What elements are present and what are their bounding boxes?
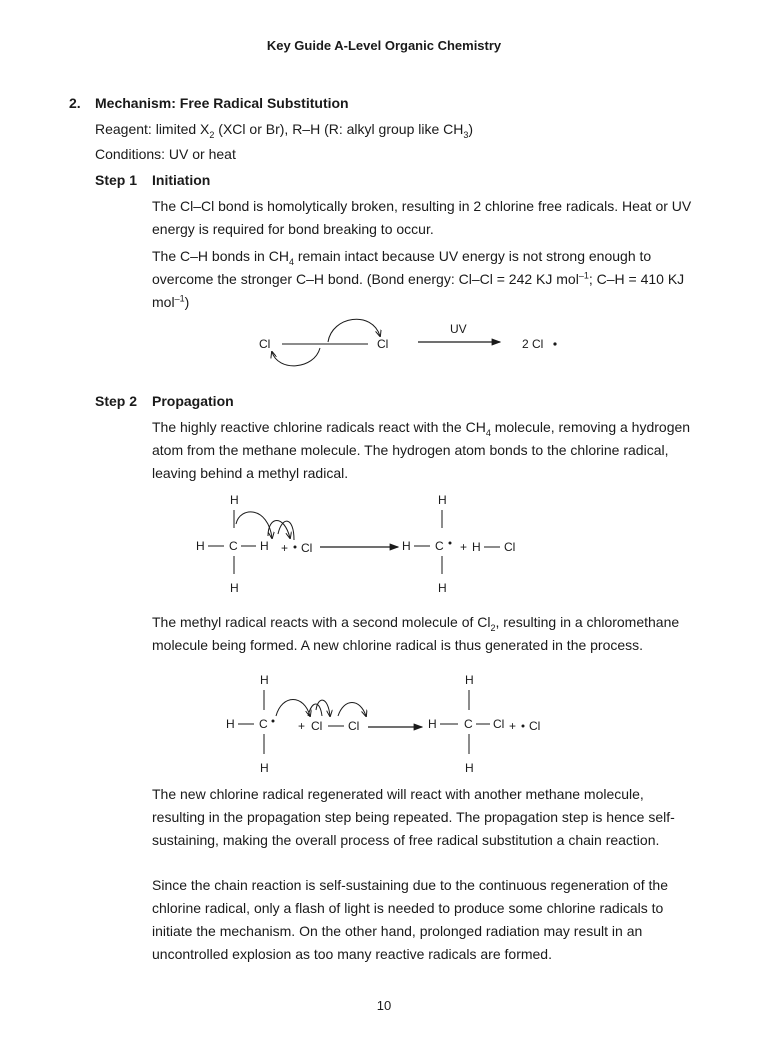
eq2-p-h-left: H bbox=[428, 717, 437, 731]
curved-arrow-1 bbox=[236, 512, 272, 538]
propagation-equation-1 bbox=[190, 488, 530, 600]
product-2cl: 2 Cl bbox=[522, 337, 544, 351]
eq1-p-plus: + bbox=[460, 540, 468, 554]
section-number: 2. bbox=[69, 95, 81, 111]
eq1-h-right: H bbox=[260, 539, 269, 553]
step2-label: Step 2 bbox=[95, 393, 138, 409]
eq1-h-top: H bbox=[230, 493, 239, 507]
step2-title: Propagation bbox=[152, 393, 234, 409]
step2-para2 bbox=[152, 611, 700, 657]
step1-para2-sup2: –1 bbox=[174, 293, 185, 304]
page-number: 10 bbox=[376, 998, 392, 1013]
eq1-p-h-bottom: H bbox=[438, 581, 447, 595]
step2-para1-sub: 4 bbox=[485, 427, 491, 438]
page-header: Key Guide A-Level Organic Chemistry bbox=[266, 38, 502, 53]
radical-dot bbox=[272, 720, 275, 723]
curved-arrow-1 bbox=[276, 700, 310, 717]
reagent-line bbox=[95, 121, 474, 140]
eq2-h-bottom: H bbox=[260, 761, 269, 775]
eq2-c: C bbox=[259, 717, 268, 731]
step1-para2 bbox=[152, 245, 700, 314]
eq1-h-bottom: H bbox=[230, 581, 239, 595]
cl-right: Cl bbox=[377, 337, 389, 351]
initiation-equation bbox=[250, 308, 580, 383]
step2-para1 bbox=[152, 416, 700, 485]
section-title: Mechanism: Free Radical Substitution bbox=[95, 95, 349, 111]
eq2-p-c: C bbox=[464, 717, 473, 731]
step1-para1: The Cl–Cl bond is homolytically broken, resulting in 2 chlorine free radicals. Heat or UV energy is required for bond breaking to occur. bbox=[152, 198, 692, 237]
radical-dot bbox=[553, 342, 556, 345]
step2-para3: The new chlorine radical regenerated will react with another methane molecule, resulting in the propagation step being repeated. The propagation step is hence self-sustaining, making the overall process of free radical substitution a chain reaction. bbox=[152, 786, 675, 848]
step1-para2-sup1: –1 bbox=[578, 270, 589, 281]
reagent-sub1: 2 bbox=[209, 129, 215, 140]
curved-arrow-bottom bbox=[272, 348, 320, 366]
eq2-plus: + bbox=[298, 719, 306, 733]
curved-arrow-top bbox=[328, 319, 380, 342]
reagent-prefix: Reagent: limited X bbox=[95, 121, 210, 137]
reagent-middle: (XCl or Br), R–H (R: alkyl group like CH bbox=[214, 121, 464, 137]
step2-para4: Since the chain reaction is self-sustaining due to the continuous regeneration of the chlorine radical, only a flash of light is needed to produce some chlorine radicals to initiate the mechanism. On the other hand, prolonged radiation may result in an uncontrolled explosion as too many reactive radicals are formed. bbox=[152, 877, 668, 962]
reagent-sub2: 3 bbox=[463, 129, 469, 140]
eq1-cl: Cl bbox=[301, 541, 313, 555]
step1-label: Step 1 bbox=[95, 172, 138, 188]
eq1-h-left: H bbox=[196, 539, 205, 553]
propagation-equation-2 bbox=[220, 670, 560, 780]
cl-left: Cl bbox=[259, 337, 271, 351]
eq1-p-h: H bbox=[472, 540, 481, 554]
curved-arrow-4 bbox=[338, 703, 366, 717]
eq1-p-c: C bbox=[435, 539, 444, 553]
step1-para2-part3: ; C–H = 410 KJ mol bbox=[152, 271, 685, 310]
step1-body bbox=[152, 195, 700, 314]
uv-label: UV bbox=[450, 322, 467, 336]
eq2-p-plus: + bbox=[509, 719, 517, 733]
step2-para2-sub: 2 bbox=[490, 622, 496, 633]
curved-arrow-2 bbox=[308, 704, 322, 716]
curved-arrow-3 bbox=[278, 521, 294, 540]
eq1-p-cl: Cl bbox=[504, 540, 516, 554]
eq2-p-cl: Cl bbox=[493, 717, 505, 731]
eq2-h-left: H bbox=[226, 717, 235, 731]
step1-para2-part4: ) bbox=[184, 294, 190, 310]
step1-para2-part2: remain intact because UV energy is not strong enough to overcome the stronger C–H bond. (Bond energy: Cl–Cl = 242 KJ mol bbox=[152, 248, 652, 287]
eq1-p-h-top: H bbox=[438, 493, 447, 507]
radical-dot bbox=[294, 546, 297, 549]
step1-para2-sub: 4 bbox=[288, 256, 294, 267]
eq2-cl2: Cl bbox=[348, 719, 360, 733]
eq2-p-cl-radical: Cl bbox=[529, 719, 541, 733]
step2-para1-part1: The highly reactive chlorine radicals react with the CH bbox=[152, 419, 486, 435]
eq1-c: C bbox=[229, 539, 238, 553]
eq1-p-h-left: H bbox=[402, 539, 411, 553]
eq1-plus: + bbox=[281, 541, 289, 555]
conditions-line: Conditions: UV or heat bbox=[95, 146, 236, 162]
reagent-suffix: ) bbox=[468, 121, 474, 137]
eq2-p-h-bottom: H bbox=[465, 761, 474, 775]
radical-dot bbox=[449, 542, 452, 545]
eq2-cl1: Cl bbox=[311, 719, 323, 733]
eq2-p-h-top: H bbox=[465, 673, 474, 687]
step2-para1-part2: molecule, removing a hydrogen atom from the methane molecule. The hydrogen atom bonds to the chlorine radical, leaving behind a methyl radical. bbox=[152, 419, 691, 481]
step2-para2-part2: , resulting in a chloromethane molecule being formed. A new chlorine radical is thus generated in the process. bbox=[152, 614, 680, 653]
radical-dot bbox=[522, 725, 525, 728]
curved-arrow-3 bbox=[316, 700, 330, 716]
step1-title: Initiation bbox=[152, 172, 211, 188]
step2-para2-part1: The methyl radical reacts with a second molecule of Cl bbox=[152, 614, 491, 630]
eq2-h-top: H bbox=[260, 673, 269, 687]
step1-para2-part1: The C–H bonds in CH bbox=[152, 248, 289, 264]
